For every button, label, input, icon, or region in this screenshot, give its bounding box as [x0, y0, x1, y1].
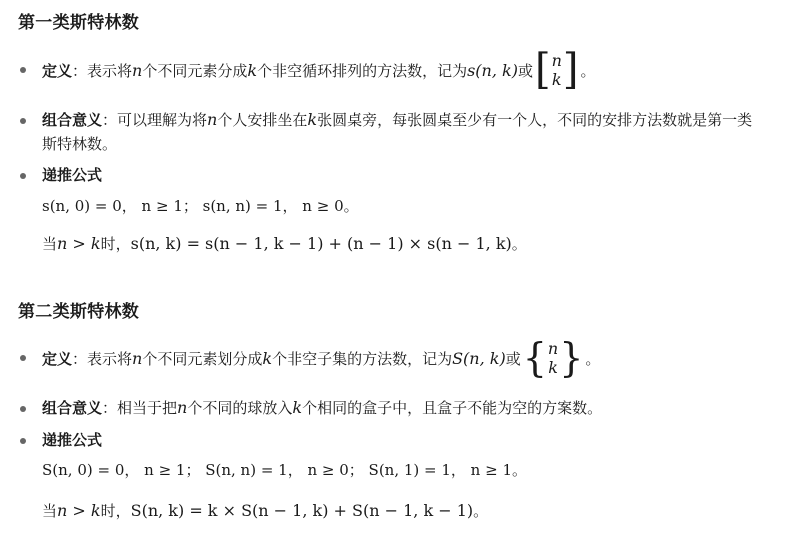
section2-recurrence-eq1: S(n, 0) = 0， n ≥ 1； S(n, n) = 1， n ≥ 0； S(n, 1) = 1， n ≥ 1。: [42, 461, 527, 479]
text: 或: [517, 61, 533, 80]
text: 当: [42, 235, 58, 253]
text: 个不同元素划分成: [142, 349, 263, 368]
bullet: [20, 67, 26, 73]
math-condition: n > k: [57, 501, 101, 520]
stack-top: n: [551, 51, 562, 70]
text: 斯特林数。: [42, 135, 118, 153]
section1-combinatorial: [42, 109, 752, 130]
math-var: n: [132, 60, 143, 80]
math-equation: S(n, k) = k × S(n − 1, k) + S(n − 1, k − 1): [130, 501, 474, 520]
text: ：表示将: [72, 61, 133, 80]
text: 个相同的盒子中，且盒子不能为空的方案数。: [302, 399, 603, 417]
text: 个不同的球放入: [187, 399, 293, 417]
text: ：可以理解为将: [102, 111, 208, 129]
stack-bottom: k: [548, 358, 558, 377]
text: 当: [42, 502, 58, 520]
bullet: [20, 355, 26, 361]
stack: [551, 51, 563, 89]
text: 张圆桌旁，每张圆桌至少有一个人，不同的安排方法数就是第一类: [317, 111, 753, 129]
definition-label: 定义: [42, 61, 73, 80]
text: ：表示将: [72, 349, 133, 368]
section2-recurrence-eq2: [42, 500, 488, 521]
stack-top: n: [547, 339, 559, 358]
section1-combinatorial-line2: [42, 133, 117, 154]
text: 时，: [100, 235, 131, 253]
section1-definition: [42, 45, 596, 95]
text: 。: [585, 349, 601, 368]
recurrence-label: 递推公式: [42, 431, 103, 449]
definition-label: 定义: [42, 349, 73, 368]
bracket-notation: [534, 45, 579, 95]
math-symbol: S(n, k): [452, 348, 506, 368]
right-bracket: ]: [562, 45, 579, 95]
math-condition: n > k: [57, 234, 101, 253]
bullet: [20, 406, 26, 412]
math-var: k: [247, 60, 258, 80]
section1-recurrence-eq2: [42, 233, 527, 254]
bullet: [20, 173, 26, 179]
section2-recurrence-label: [42, 429, 102, 450]
section2-combinatorial: [42, 397, 602, 418]
text: 个非空子集的方法数，记为: [272, 349, 453, 368]
math-var: n: [207, 110, 218, 129]
math-equation: s(n, k) = s(n − 1, k − 1) + (n − 1) × s(n − 1, k): [130, 234, 512, 253]
text: 。: [473, 502, 489, 520]
math-var: k: [262, 348, 273, 368]
text: 个不同元素分成: [142, 61, 248, 80]
combinatorial-label: 组合意义: [42, 111, 103, 129]
math-var: n: [177, 398, 188, 417]
text: 。: [580, 61, 596, 80]
text: 或: [505, 349, 521, 368]
bullet: [20, 118, 26, 124]
left-bracket: [: [534, 45, 551, 95]
text: 个人安排坐在: [217, 111, 308, 129]
section1-recurrence-label: [42, 164, 102, 185]
math-var: k: [307, 110, 318, 129]
combinatorial-label: 组合意义: [42, 399, 103, 417]
right-brace: }: [559, 334, 584, 382]
text: 时，: [100, 502, 131, 520]
left-brace: {: [522, 334, 547, 382]
recurrence-label: 递推公式: [42, 166, 103, 184]
stack-bottom: k: [551, 70, 562, 89]
section2-definition: [42, 336, 600, 380]
text: ：相当于把: [102, 399, 178, 417]
section2-title: 第二类斯特林数: [18, 302, 140, 322]
section1-recurrence-eq1: s(n, 0) = 0， n ≥ 1； s(n, n) = 1， n ≥ 0。: [42, 197, 359, 215]
math-var: k: [292, 398, 303, 417]
brace-notation: [522, 334, 584, 382]
math-var: n: [132, 348, 143, 368]
text: 。: [511, 235, 527, 253]
section1-title: 第一类斯特林数: [18, 13, 140, 33]
text: 个非空循环排列的方法数，记为: [257, 61, 468, 80]
stack: [547, 339, 559, 377]
bullet: [20, 438, 26, 444]
math-symbol: s(n, k): [467, 60, 518, 80]
